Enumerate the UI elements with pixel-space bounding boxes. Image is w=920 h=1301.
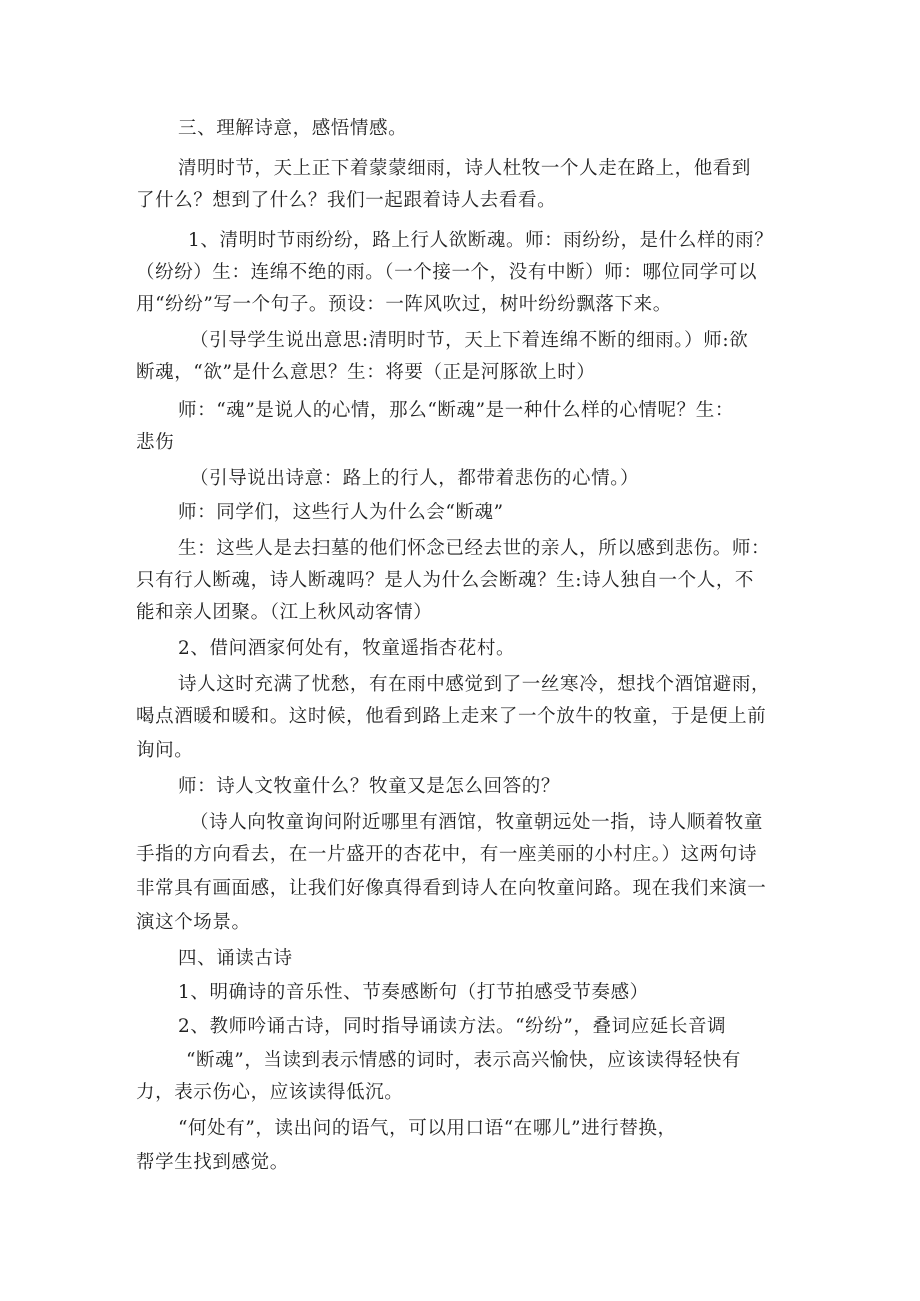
paragraph-line: 师：“魂”是说人的心情，那么“断魂”是一种什么样的心情呢？生：: [178, 400, 734, 421]
paragraph-line: 1、清明时节雨纷纷，路上行人欲断魂。师：雨纷纷，是什么样的雨？: [188, 230, 774, 251]
paragraph-line: 帮学生找到感觉。: [136, 1152, 289, 1173]
paragraph-line: 2、教师吟诵古诗，同时指导诵读方法。“纷纷”，叠词应延长音调: [178, 1016, 727, 1037]
paragraph-line: 询问。: [136, 740, 194, 761]
paragraph-line: 清明时节，天上正下着蒙蒙细雨，诗人杜牧一个人走在路上，他看到: [178, 158, 752, 179]
paragraph-line: 1、明确诗的音乐性、节奏感断句（打节拍感受节奏感）: [178, 982, 649, 1003]
paragraph-line: （引导学生说出意思:清明时节，天上下着连绵不断的细雨。）师:欲: [190, 330, 749, 351]
paragraph-line: “何处有”，读出问的语气，可以用口语“在哪儿”进行替换，: [178, 1118, 677, 1139]
paragraph-line: （引导说出诗意：路上的行人，都带着悲伤的心情。）: [190, 468, 640, 489]
paragraph-line: 师：同学们，这些行人为什么会“断魂”: [178, 502, 504, 523]
paragraph-line: 只有行人断魂，诗人断魂吗？是人为什么会断魂？生:诗人独自一个人，不: [136, 570, 755, 591]
heading-section-four: 四、诵读古诗: [178, 948, 293, 969]
paragraph-line: 2、借问酒家何处有，牧童遥指杏花村。: [178, 638, 516, 659]
paragraph-line: 断魂，“欲”是什么意思？生：将要（正是河豚欲上时）: [136, 362, 596, 383]
paragraph-line: 诗人这时充满了忧愁，有在雨中感觉到了一丝寒冷，想找个酒馆避雨，: [178, 674, 771, 695]
paragraph-line: 能和亲人团聚。（江上秋风动客情）: [136, 602, 433, 623]
paragraph-line: 用“纷纷”写一个句子。预设：一阵风吹过，树叶纷纷飘落下来。: [136, 294, 672, 315]
paragraph-line: 了什么？想到了什么？我们一起跟着诗人去看看。: [136, 190, 557, 211]
paragraph-line: 师：诗人文牧童什么？牧童又是怎么回答的？: [178, 776, 561, 797]
paragraph-line: （诗人向牧童询问附近哪里有酒馆，牧童朝远处一指，诗人顺着牧童: [190, 812, 764, 833]
paragraph-line: 演这个场景。: [136, 912, 251, 933]
heading-section-three: 三、理解诗意，感悟情感。: [178, 118, 408, 139]
paragraph-line: “断魂”，当读到表示情感的词时，表示高兴愉快，应该读得轻快有: [186, 1050, 741, 1071]
paragraph-line: 喝点酒暖和暖和。这时候，他看到路上走来了一个放牛的牧童，于是便上前: [136, 706, 767, 727]
paragraph-line: （纷纷）生：连绵不绝的雨。（一个接一个，没有中断）师：哪位同学可以: [136, 262, 758, 283]
paragraph-line: 悲伤: [136, 432, 175, 453]
paragraph-line: 生：这些人是去扫墓的他们怀念已经去世的亲人，所以感到悲伤。师：: [178, 538, 771, 559]
paragraph-line: 力，表示伤心，应该读得低沉。: [136, 1082, 404, 1103]
paragraph-line: 非常具有画面感，让我们好像真得看到诗人在向牧童问路。现在我们来演一: [136, 878, 767, 899]
paragraph-line: 手指的方向看去，在一片盛开的杏花中，有一座美丽的小村庄。）这两句诗: [136, 844, 758, 865]
